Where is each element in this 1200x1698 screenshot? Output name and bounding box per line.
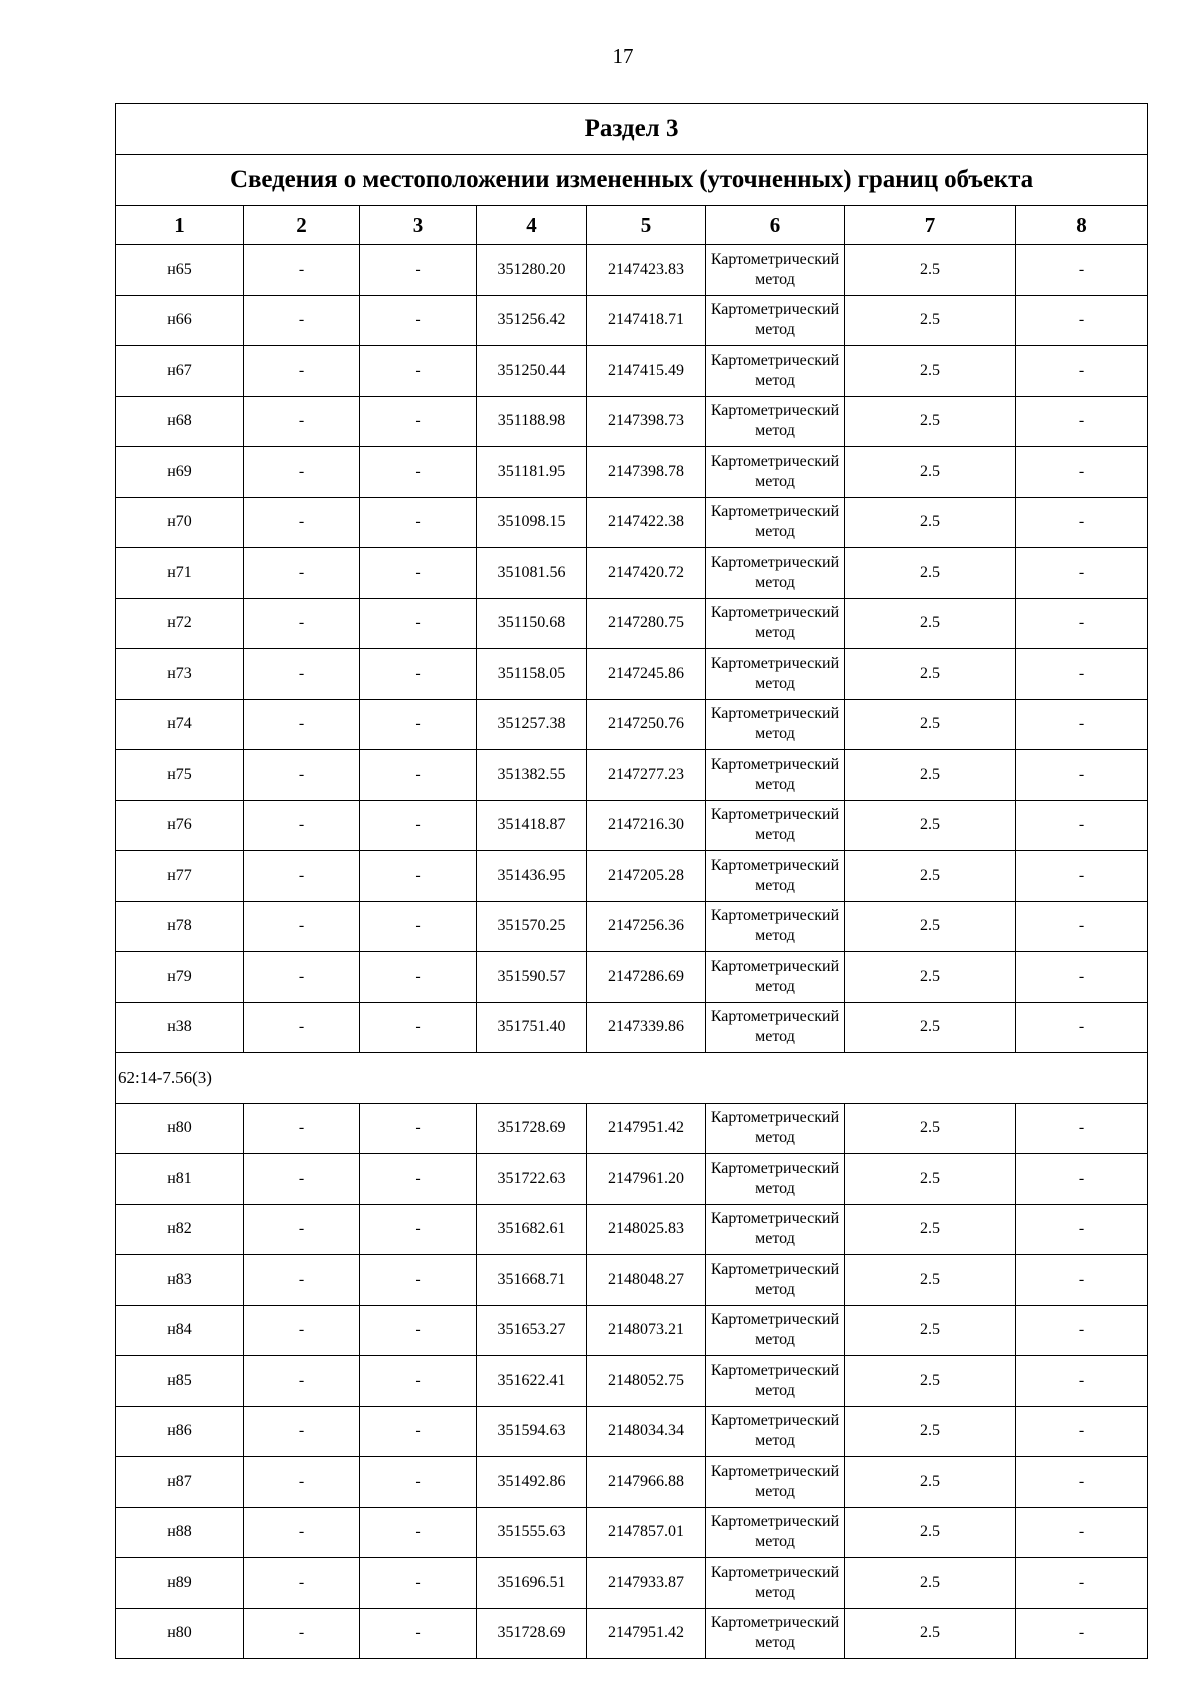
table-row [116, 649, 1148, 700]
col8-value: - [1016, 1507, 1148, 1558]
table-row [116, 245, 1148, 296]
col2-value: - [244, 1457, 360, 1508]
col3-value: - [360, 750, 477, 801]
x-coordinate: 351280.20 [477, 245, 587, 296]
method-cell: Картометрический метод [706, 952, 845, 1003]
table-row [116, 800, 1148, 851]
table-row [116, 548, 1148, 599]
table-row [116, 851, 1148, 902]
col8-value: - [1016, 1457, 1148, 1508]
method-cell: Картометрический метод [706, 649, 845, 700]
table-row [116, 750, 1148, 801]
y-coordinate: 2147216.30 [587, 800, 706, 851]
method-cell: Картометрический метод [706, 497, 845, 548]
table-row [116, 699, 1148, 750]
col2-value: - [244, 952, 360, 1003]
column-number: 8 [1016, 206, 1148, 245]
column-number: 7 [845, 206, 1016, 245]
x-coordinate: 351653.27 [477, 1305, 587, 1356]
table-row [116, 1002, 1148, 1053]
col2-value: - [244, 1002, 360, 1053]
point-name: н77 [116, 851, 244, 902]
col3-value: - [360, 598, 477, 649]
y-coordinate: 2147422.38 [587, 497, 706, 548]
table-row [116, 1558, 1148, 1609]
method-cell: Картометрический метод [706, 1356, 845, 1407]
table-row [116, 1103, 1148, 1154]
point-name: н65 [116, 245, 244, 296]
x-coordinate: 351555.63 [477, 1507, 587, 1558]
col2-value: - [244, 497, 360, 548]
x-coordinate: 351382.55 [477, 750, 587, 801]
method-cell: Картометрический метод [706, 851, 845, 902]
table-row [116, 901, 1148, 952]
method-cell: Картометрический метод [706, 245, 845, 296]
point-name: н75 [116, 750, 244, 801]
accuracy-value: 2.5 [845, 1356, 1016, 1407]
col3-value: - [360, 497, 477, 548]
table-row [116, 396, 1148, 447]
col2-value: - [244, 598, 360, 649]
accuracy-value: 2.5 [845, 447, 1016, 498]
point-name: н72 [116, 598, 244, 649]
col3-value: - [360, 1608, 477, 1659]
method-cell: Картометрический метод [706, 598, 845, 649]
col8-value: - [1016, 699, 1148, 750]
col2-value: - [244, 1558, 360, 1609]
point-name: н76 [116, 800, 244, 851]
point-name: н89 [116, 1558, 244, 1609]
table-row [116, 1154, 1148, 1205]
point-name: н68 [116, 396, 244, 447]
x-coordinate: 351418.87 [477, 800, 587, 851]
col3-value: - [360, 1154, 477, 1205]
method-cell: Картометрический метод [706, 447, 845, 498]
col3-value: - [360, 346, 477, 397]
point-name: н81 [116, 1154, 244, 1205]
col3-value: - [360, 952, 477, 1003]
x-coordinate: 351728.69 [477, 1103, 587, 1154]
accuracy-value: 2.5 [845, 800, 1016, 851]
col2-value: - [244, 1608, 360, 1659]
section-subtitle-row [116, 155, 1148, 206]
y-coordinate: 2147423.83 [587, 245, 706, 296]
y-coordinate: 2147280.75 [587, 598, 706, 649]
y-coordinate: 2147256.36 [587, 901, 706, 952]
method-cell: Картометрический метод [706, 346, 845, 397]
col3-value: - [360, 901, 477, 952]
accuracy-value: 2.5 [845, 750, 1016, 801]
x-coordinate: 351436.95 [477, 851, 587, 902]
y-coordinate: 2147857.01 [587, 1507, 706, 1558]
table-row [116, 598, 1148, 649]
y-coordinate: 2148034.34 [587, 1406, 706, 1457]
accuracy-value: 2.5 [845, 1002, 1016, 1053]
point-name: н78 [116, 901, 244, 952]
method-cell: Картометрический метод [706, 1204, 845, 1255]
column-numbers-row [116, 206, 1148, 245]
col2-value: - [244, 1356, 360, 1407]
table-row [116, 1305, 1148, 1356]
method-cell: Картометрический метод [706, 1608, 845, 1659]
section-subtitle: Сведения о местоположении измененных (уточненных) границ объекта [116, 155, 1148, 206]
accuracy-value: 2.5 [845, 1204, 1016, 1255]
y-coordinate: 2148052.75 [587, 1356, 706, 1407]
y-coordinate: 2147420.72 [587, 548, 706, 599]
col8-value: - [1016, 497, 1148, 548]
col2-value: - [244, 851, 360, 902]
x-coordinate: 351188.98 [477, 396, 587, 447]
col8-value: - [1016, 396, 1148, 447]
x-coordinate: 351722.63 [477, 1154, 587, 1205]
y-coordinate: 2148048.27 [587, 1255, 706, 1306]
y-coordinate: 2147961.20 [587, 1154, 706, 1205]
y-coordinate: 2147286.69 [587, 952, 706, 1003]
col3-value: - [360, 447, 477, 498]
method-cell: Картометрический метод [706, 396, 845, 447]
accuracy-value: 2.5 [845, 497, 1016, 548]
method-cell: Картометрический метод [706, 1103, 845, 1154]
accuracy-value: 2.5 [845, 396, 1016, 447]
x-coordinate: 351696.51 [477, 1558, 587, 1609]
col2-value: - [244, 295, 360, 346]
accuracy-value: 2.5 [845, 346, 1016, 397]
col2-value: - [244, 901, 360, 952]
column-number: 3 [360, 206, 477, 245]
point-name: н87 [116, 1457, 244, 1508]
x-coordinate: 351181.95 [477, 447, 587, 498]
accuracy-value: 2.5 [845, 1103, 1016, 1154]
table-row [116, 1406, 1148, 1457]
col3-value: - [360, 396, 477, 447]
col8-value: - [1016, 901, 1148, 952]
col3-value: - [360, 1507, 477, 1558]
col8-value: - [1016, 1103, 1148, 1154]
point-name: н88 [116, 1507, 244, 1558]
x-coordinate: 351668.71 [477, 1255, 587, 1306]
col2-value: - [244, 1255, 360, 1306]
x-coordinate: 351728.69 [477, 1608, 587, 1659]
point-name: н84 [116, 1305, 244, 1356]
col2-value: - [244, 447, 360, 498]
point-name: н86 [116, 1406, 244, 1457]
x-coordinate: 351256.42 [477, 295, 587, 346]
page-number: 17 [612, 44, 634, 68]
col8-value: - [1016, 548, 1148, 599]
col2-value: - [244, 649, 360, 700]
column-number: 4 [477, 206, 587, 245]
col2-value: - [244, 1305, 360, 1356]
method-cell: Картометрический метод [706, 1255, 845, 1306]
col2-value: - [244, 1103, 360, 1154]
y-coordinate: 2147418.71 [587, 295, 706, 346]
col8-value: - [1016, 1305, 1148, 1356]
y-coordinate: 2147951.42 [587, 1103, 706, 1154]
col3-value: - [360, 1305, 477, 1356]
group-header-row [116, 1053, 1148, 1104]
point-name: н80 [116, 1103, 244, 1154]
accuracy-value: 2.5 [845, 1305, 1016, 1356]
col8-value: - [1016, 245, 1148, 296]
y-coordinate: 2148073.21 [587, 1305, 706, 1356]
col3-value: - [360, 245, 477, 296]
col2-value: - [244, 548, 360, 599]
accuracy-value: 2.5 [845, 1457, 1016, 1508]
accuracy-value: 2.5 [845, 1507, 1016, 1558]
point-name: н83 [116, 1255, 244, 1306]
method-cell: Картометрический метод [706, 1457, 845, 1508]
col8-value: - [1016, 346, 1148, 397]
col8-value: - [1016, 952, 1148, 1003]
col8-value: - [1016, 1154, 1148, 1205]
x-coordinate: 351492.86 [477, 1457, 587, 1508]
method-cell: Картометрический метод [706, 1507, 845, 1558]
col3-value: - [360, 699, 477, 750]
accuracy-value: 2.5 [845, 901, 1016, 952]
x-coordinate: 351570.25 [477, 901, 587, 952]
column-number: 6 [706, 206, 845, 245]
point-name: н79 [116, 952, 244, 1003]
point-name: н69 [116, 447, 244, 498]
method-cell: Картометрический метод [706, 800, 845, 851]
y-coordinate: 2147277.23 [587, 750, 706, 801]
accuracy-value: 2.5 [845, 1154, 1016, 1205]
y-coordinate: 2147205.28 [587, 851, 706, 902]
point-name: н70 [116, 497, 244, 548]
method-cell: Картометрический метод [706, 295, 845, 346]
accuracy-value: 2.5 [845, 1255, 1016, 1306]
point-name: н85 [116, 1356, 244, 1407]
col2-value: - [244, 1154, 360, 1205]
table-row [116, 497, 1148, 548]
col3-value: - [360, 649, 477, 700]
col3-value: - [360, 1204, 477, 1255]
method-cell: Картометрический метод [706, 1154, 845, 1205]
col8-value: - [1016, 295, 1148, 346]
y-coordinate: 2147933.87 [587, 1558, 706, 1609]
col2-value: - [244, 1507, 360, 1558]
group-label: 62:14-7.56(3) [116, 1053, 1148, 1104]
col3-value: - [360, 1255, 477, 1306]
column-number: 1 [116, 206, 244, 245]
col8-value: - [1016, 598, 1148, 649]
col8-value: - [1016, 1255, 1148, 1306]
col3-value: - [360, 1356, 477, 1407]
x-coordinate: 351098.15 [477, 497, 587, 548]
table-row [116, 295, 1148, 346]
col3-value: - [360, 851, 477, 902]
x-coordinate: 351590.57 [477, 952, 587, 1003]
table-row [116, 1457, 1148, 1508]
col3-value: - [360, 800, 477, 851]
accuracy-value: 2.5 [845, 851, 1016, 902]
method-cell: Картометрический метод [706, 1558, 845, 1609]
y-coordinate: 2147415.49 [587, 346, 706, 397]
col8-value: - [1016, 1204, 1148, 1255]
x-coordinate: 351158.05 [477, 649, 587, 700]
col8-value: - [1016, 649, 1148, 700]
method-cell: Картометрический метод [706, 901, 845, 952]
col3-value: - [360, 548, 477, 599]
boundary-points-table [115, 103, 1148, 1659]
col8-value: - [1016, 800, 1148, 851]
table-row [116, 1608, 1148, 1659]
col8-value: - [1016, 1356, 1148, 1407]
point-name: н71 [116, 548, 244, 599]
method-cell: Картометрический метод [706, 699, 845, 750]
column-number: 5 [587, 206, 706, 245]
col3-value: - [360, 295, 477, 346]
accuracy-value: 2.5 [845, 649, 1016, 700]
col2-value: - [244, 1204, 360, 1255]
accuracy-value: 2.5 [845, 699, 1016, 750]
table-row [116, 447, 1148, 498]
col8-value: - [1016, 1002, 1148, 1053]
x-coordinate: 351081.56 [477, 548, 587, 599]
table-row [116, 1507, 1148, 1558]
method-cell: Картометрический метод [706, 1305, 845, 1356]
accuracy-value: 2.5 [845, 598, 1016, 649]
column-number: 2 [244, 206, 360, 245]
table-row [116, 1255, 1148, 1306]
col2-value: - [244, 245, 360, 296]
point-name: н38 [116, 1002, 244, 1053]
accuracy-value: 2.5 [845, 1406, 1016, 1457]
col8-value: - [1016, 750, 1148, 801]
y-coordinate: 2147398.78 [587, 447, 706, 498]
col3-value: - [360, 1558, 477, 1609]
point-name: н67 [116, 346, 244, 397]
table-row [116, 1204, 1148, 1255]
col8-value: - [1016, 1558, 1148, 1609]
col2-value: - [244, 750, 360, 801]
col2-value: - [244, 1406, 360, 1457]
col3-value: - [360, 1103, 477, 1154]
x-coordinate: 351150.68 [477, 598, 587, 649]
method-cell: Картометрический метод [706, 750, 845, 801]
col8-value: - [1016, 1608, 1148, 1659]
col8-value: - [1016, 447, 1148, 498]
y-coordinate: 2148025.83 [587, 1204, 706, 1255]
point-name: н73 [116, 649, 244, 700]
y-coordinate: 2147250.76 [587, 699, 706, 750]
table-row [116, 952, 1148, 1003]
accuracy-value: 2.5 [845, 245, 1016, 296]
method-cell: Картометрический метод [706, 1406, 845, 1457]
point-name: н66 [116, 295, 244, 346]
col3-value: - [360, 1002, 477, 1053]
col2-value: - [244, 800, 360, 851]
accuracy-value: 2.5 [845, 952, 1016, 1003]
col8-value: - [1016, 851, 1148, 902]
point-name: н74 [116, 699, 244, 750]
col3-value: - [360, 1457, 477, 1508]
col2-value: - [244, 699, 360, 750]
y-coordinate: 2147398.73 [587, 396, 706, 447]
y-coordinate: 2147339.86 [587, 1002, 706, 1053]
method-cell: Картометрический метод [706, 548, 845, 599]
y-coordinate: 2147951.42 [587, 1608, 706, 1659]
col2-value: - [244, 346, 360, 397]
x-coordinate: 351682.61 [477, 1204, 587, 1255]
col2-value: - [244, 396, 360, 447]
x-coordinate: 351622.41 [477, 1356, 587, 1407]
accuracy-value: 2.5 [845, 548, 1016, 599]
point-name: н80 [116, 1608, 244, 1659]
y-coordinate: 2147966.88 [587, 1457, 706, 1508]
table-body [116, 104, 1148, 1659]
table-row [116, 346, 1148, 397]
accuracy-value: 2.5 [845, 1608, 1016, 1659]
x-coordinate: 351250.44 [477, 346, 587, 397]
col3-value: - [360, 1406, 477, 1457]
x-coordinate: 351257.38 [477, 699, 587, 750]
y-coordinate: 2147245.86 [587, 649, 706, 700]
table-row [116, 1356, 1148, 1407]
x-coordinate: 351751.40 [477, 1002, 587, 1053]
point-name: н82 [116, 1204, 244, 1255]
section-title: Раздел 3 [116, 104, 1148, 155]
accuracy-value: 2.5 [845, 295, 1016, 346]
section-title-row [116, 104, 1148, 155]
x-coordinate: 351594.63 [477, 1406, 587, 1457]
method-cell: Картометрический метод [706, 1002, 845, 1053]
accuracy-value: 2.5 [845, 1558, 1016, 1609]
col8-value: - [1016, 1406, 1148, 1457]
